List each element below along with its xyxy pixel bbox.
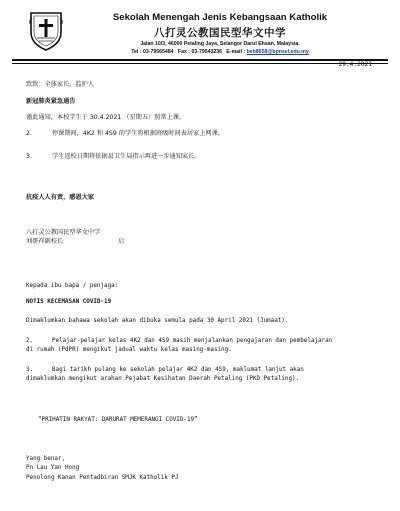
malay-paragraph-3-line-2: dimaklumkan mengikut arahan Pejabat Kesihatan Daerah Petaling (PKD Petaling). xyxy=(26,376,300,382)
school-name-chinese: 八打灵公教国民型华文中学 xyxy=(154,27,286,39)
school-name-malay: Sekolah Menengah Jenis Kebangsaan Katholik xyxy=(112,12,328,23)
letter-date: 29.4.2021 xyxy=(338,61,372,68)
malay-slogan: “PRIHATIN RAKYAT: DARURAT MEMERANGI COVID-19” xyxy=(38,417,198,423)
email-label: E-mail : xyxy=(226,49,246,55)
chinese-paragraph-2-number: 2. xyxy=(26,130,32,137)
chinese-sign-school: 八打灵公教国民型华文中学 xyxy=(26,229,101,236)
school-email-link[interactable]: beb8658@bpnsel.edu.my xyxy=(246,49,309,55)
chinese-slogan: 抗疫人人有责，感恩大家 xyxy=(26,194,95,201)
chinese-sign-title: 刘妍祥副校长 xyxy=(26,238,64,245)
school-tel: Tel : 03-79565484 xyxy=(131,49,174,55)
malay-paragraph-1: Dimaklumkan bahawa sekolah akan dibuka semula pada 30 April 2021 (Jumaat). xyxy=(26,318,289,324)
malay-paragraph-2-line-1: Pelajar-pelajar kelas 4K2 dan 4S9 masih menjalankan pengajaran dan pembelajaran xyxy=(52,338,333,344)
chinese-sign-suffix: 启 xyxy=(118,238,125,245)
chinese-salutation: 致致：全体家长、监护人 xyxy=(26,81,95,88)
chinese-paragraph-3: 学生返校日期将依据县卫生局指示再进一步通知家长。 xyxy=(52,153,201,160)
chinese-paragraph-1: 谨此通知，本校学生于 30.4.2021 （星期五）照常上课。 xyxy=(26,114,186,121)
malay-paragraph-3-line-1: Bagi tarikh pulang ke sekolah pelajar 4K2 dan 4S9, maklumat lanjut akan xyxy=(52,367,304,373)
school-contact xyxy=(0,49,400,55)
chinese-paragraph-3-number: 3. xyxy=(26,153,32,160)
malay-paragraph-2-number: 2. xyxy=(26,338,34,344)
letterhead-rule-thin xyxy=(12,63,388,64)
letterhead-rule xyxy=(12,59,388,61)
malay-paragraph-3-number: 3. xyxy=(26,367,34,373)
school-address: Jalan 10/3, 46000 Petaling Jaya, Selangor Darul Ehsan, Malaysia. xyxy=(140,41,300,47)
malay-signer-name: Pn Lau Yan Hong xyxy=(26,465,80,471)
chinese-heading: 新冠肺炎紧急通告 xyxy=(26,98,76,105)
school-fax: Fax : 03-79543236 xyxy=(177,49,223,55)
malay-heading: NOTIS KECEMASAN COVID-19 xyxy=(26,299,112,305)
malay-salutation: Kepada ibu bapa / penjaga: xyxy=(26,283,119,289)
malay-signer-title: Penolong Kanan Pentadbiran SMJK Katholik PJ xyxy=(26,475,179,481)
malay-closing: Yang benar, xyxy=(26,456,66,462)
malay-paragraph-2-line-2: di rumah (PdPR) mengikut jadual waktu kelas masing-masing. xyxy=(26,347,232,353)
chinese-paragraph-2: 停课期间，4K2 和 4S9 的学生将根据班级时间表居家上网课。 xyxy=(52,130,224,137)
